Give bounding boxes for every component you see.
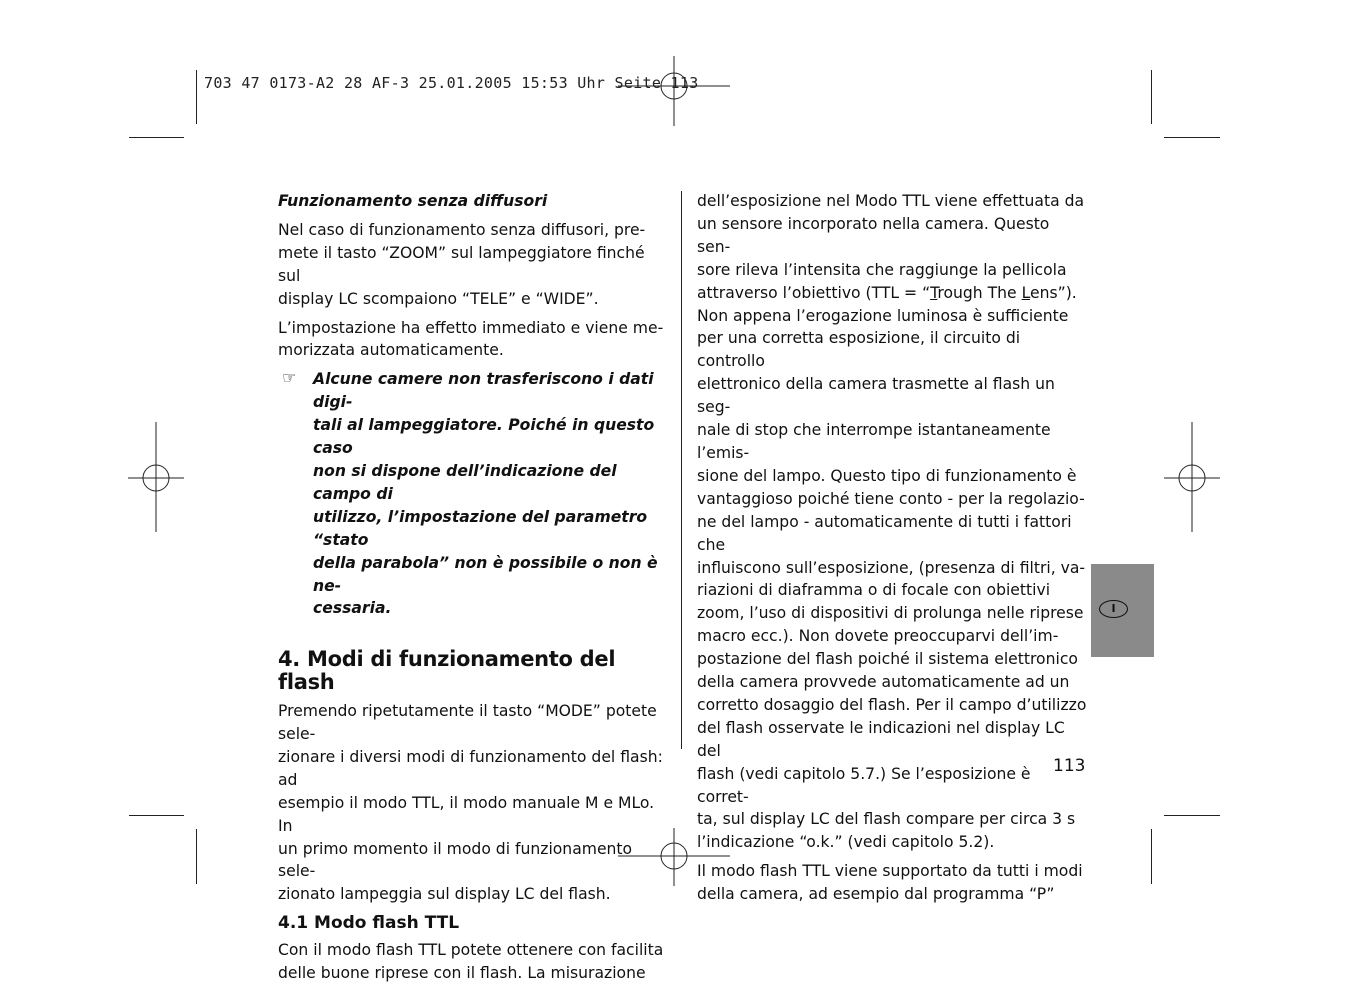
paragraph: Il modo flash TTL viene supportato da tutti i modi della camera, ad esempio dal programma “P” [697,862,1083,904]
pointing-hand-icon: ☞ [282,368,297,388]
note-block [278,368,670,620]
paragraph: L’impostazione ha effetto immediato e viene me- morizzata automaticamente. [278,318,664,360]
print-slug: 703 47 0173-A2 28 AF-3 25.01.2005 15:53 Uhr Seite 113 [204,74,699,92]
section-title: 4. Modi di funzionamento del flash [278,647,616,695]
crop-mark [1164,815,1220,816]
paragraph: Premendo ripetutamente il tasto “MODE” potete sele- zionare i diversi modi di funzionamento del flash: ad esempio il modo TTL, il modo manuale M e MLo. In un primo momento il modo di funzionamento sele- zionato lampeggia sul display LC del flash. [278,702,663,904]
right-column [697,190,1087,912]
page-number: 113 [1053,756,1086,776]
subsection-title: 4.1 Modo flash TTL [278,913,460,934]
paragraph: Con il modo flash TTL potete ottenere con facilita delle buone riprese con il flash. La misurazione [278,941,664,983]
column-divider [681,191,682,749]
text-run: T [930,283,938,302]
text-run: L [1021,283,1031,302]
crop-mark [129,137,184,138]
left-column [278,190,670,991]
text-run: rough The [937,283,1022,302]
language-tab [1091,564,1154,657]
crop-mark [1151,70,1152,124]
registration-mark-left [128,422,184,532]
crop-mark [196,829,197,884]
paragraph: Nel caso di funzionamento senza diffusori, pre- mete il tasto “ZOOM” sul lampeggiatore finché sul display LC scompaiono “TELE” e “WIDE”. [278,220,646,308]
crop-mark [1151,829,1152,884]
language-badge: I [1099,600,1128,618]
registration-mark-top [618,56,730,126]
subheading-senza-diffusori: Funzionamento senza diffusori [278,192,548,210]
text-run: ens”). Non appena l’erogazione luminosa è sufficiente per una corretta esposizione, il circuito di controllo elettronico della camera trasmette al flash un seg- nale di stop che interrompe istantaneamente l’emis- sione del lampo. Questo tipo di funzionamento è vantaggioso poiché tiene conto - per la regolazio- ne del lampo - automaticamente di tutti i fattori che influiscono sull’esposizione, (presenza di filtri, va- riazioni di diaframma o di focale con obiettivi zoom, l’uso di dispositivi di prolunga nelle riprese macro ecc.). Non dovete preoccuparvi dell’im- postazione del flash poiché il sistema elettronico della camera provvede automaticamente ad un corretto dosaggio del flash. Per il campo d’utilizzo del flash osservate le indicazioni nel display LC del flash (vedi capitolo 5.7.) Se l’esposizione è corret- ta, sul display LC del flash compare per circa 3 s l’indicazione “o.k.” (vedi capitolo 5.2). [697,283,1087,852]
crop-mark [129,815,184,816]
crop-mark [196,70,197,124]
paragraph [697,190,1087,854]
note-text: Alcune camere non trasferiscono i dati digi- tali al lampeggiatore. Poiché in questo caso non si dispone dell’indicazione del campo di utilizzo, l’impostazione del parametro “stato della parabola” non è possibile o non è ne- cessaria. [313,370,658,618]
registration-mark-right [1164,422,1220,532]
crop-mark [1164,137,1220,138]
text-run: dell’esposizione nel Modo TTL viene effettuata da un sensore incorporato nella camera. Questo sen- sore rileva l’intensita che raggiunge la pellicola attraverso l’obiettivo (TTL = “ [697,192,1085,302]
